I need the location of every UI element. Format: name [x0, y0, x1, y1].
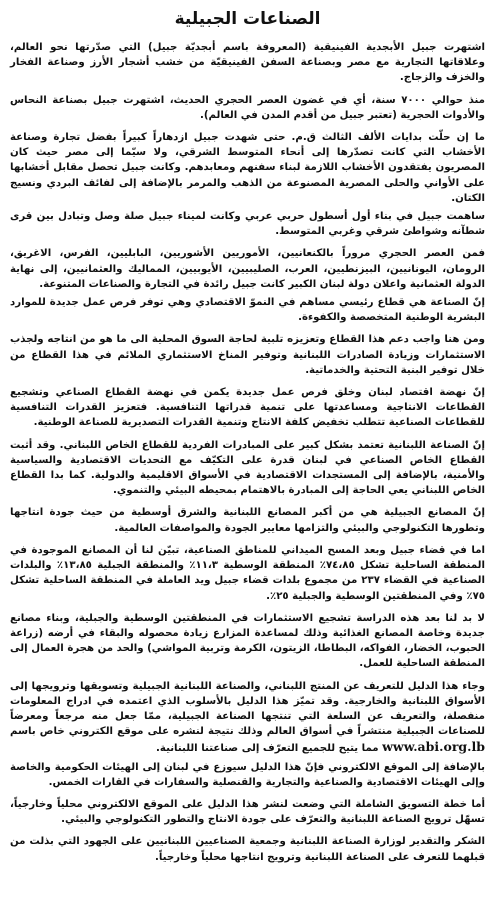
- paragraph-economic-revival: إنّ نهضة اقتصاد لبنان وخلق فرص عمل جديدة يكمن في نهضة القطاع الصناعي وتشجيع القطاعات الانتاجية ومساعدتها على تنمية قدراتها التنافسية. فتعزيز القدرات التنافسية للقطاعات الصناعية تتطلب تخفيض كلفة الانتاج وتنمية القدرات التصديرية للصناعة الوطنية.: [10, 387, 485, 429]
- guide-intro-text: وجاء هذا الدليل للتعريف عن المنتج اللبناني، والصناعة اللبنانية الجبيلية وتسويقها وترويجها إلى الأسواق اللبنانية والخارجية. وقد تميّز هذا الدليل بالأسلوب الذي اعتمده في ادراج المعلومات منفصلة، والتعريف عن السلعة التي تنتجها الصناعة الجبيلية، ممّا جعل منه مرجعاً ومعرضاً للصناعات الجبيلية منتشراً في أسواق العالم وذلك نتيجة لنشره على موقع الكتروني خاص باسم: [10, 680, 485, 738]
- guide-intro-text-end: مما يتيح للجميع التعرّف إلى صناعتنا اللبنانية.: [156, 743, 379, 755]
- paragraph-neolithic: منذ حوالي ٧٠٠٠ سنة، أي في غضون العصر الحجري الحديث، اشتهرت جبيل بصناعة النحاس والأدوات الحجرية (تعتبر جبيل من أقدم المدن في العالم).: [10, 94, 485, 121]
- paragraph-industry-growth: إنّ الصناعة هي قطاع رئيسي مساهم في النموّ الاقتصادي وهي توفر فرص عمل جديدة للموارد البشرية الوطنية المتخصصة والكفوءة.: [10, 297, 485, 324]
- paragraph-fleet: ساهمت جبيل في بناء أول أسطول حربي عربي وكانت لميناء جبيل صلة وصل وتبادل بين قرى شطآنه وشواطئ شرقي وغربي المتوسط.: [10, 211, 485, 238]
- paragraph-marketing-plan: أما خطة التسويق الشاملة التي وضعت لنشر هذا الدليل على الموقع الالكتروني محلياً وخارجياً، تسهّل ترويج الصناعة اللبنانية والتعرّف على جودة الانتاج والتطور التكنولوجي والبيئي.: [10, 798, 485, 826]
- paragraph-wood-trade: ما إن حلّت بدايات الألف الثالث ق.م. حتى شهدت جبيل ازدهاراً كبيراً بفضل تجارة وصناعة الأخشاب التي كانت تصدّرها إلى أنحاء المتوسط الشرقي، ولا سيّما إلى مصر حيث كان المصريون يفتقدون الأخشاب اللازمة لبناء سفنهم ومعابدهم. وكانت جبيل تحصل مقابل أخشابها على الأواني والحلى المصرية المصنوعة من الذهب والمرمر بالإضافة إلى لفائف البردي ونسيج الكتان.: [10, 132, 485, 204]
- paragraph-distribution: بالإضافة إلى الموقع الالكتروني فإنّ هذا الدليل سيوزع في لبنان إلى الهيئات الحكومية والخاصة وإلى الهيئات الاقتصادية والصناعية والتجارية والقنصلية والسفارات في القارات الخمس.: [10, 761, 485, 788]
- website-link[interactable]: www.abi.org.lb: [382, 739, 485, 755]
- paragraph-field-survey: اما في قضاء جبيل وبعد المسح الميداني للمناطق الصناعية، تبيّن لنا أن المصانع الموجودة في المنطقة الساحلية تشكل ٧٤،٨٥٪ المنطقة الوسطية ١١،٣٪ والمنطقة الجبلية ١٣،٨٥٪ والبلدات الصناعية في القضاء ٢٣٧ من مجموع بلدات قضاء جبيل ويد العاملة في المنطقة الساحلية تشكل ٧٥٪ وفي المنطقتين الوسطية والجبلية ٢٥٪.: [10, 544, 485, 602]
- paragraph-private-sector: إنّ الصناعة اللبنانية تعتمد بشكل كبير على المبادرات الفردية للقطاع الخاص اللبناني. وقد أثبت القطاع الخاص الصناعي في لبنان قدرة على التكيّف مع التحديات الاقتصادية والسياسية والأمنية، بالإضافة إلى المستجدات الاقتصادية في الأسواق الاقليمية والدولية. كما بدا القطاع الخاص اللبناني يعي الحاجة إلى المبادرة بالاهتمام بمحيطه البيئي والتنموي.: [10, 439, 485, 497]
- paragraph-support-sector: ومن هنا واجب دعم هذا القطاع وتعزيزه تلبية لحاجة السوق المحلية الى ما هو من انتاجه ولجذب الاستثمارات وزيادة الصادرات اللبنانية وتوفير المناخ الاستثماري الملائم في هذا القطاع من خلال توفير البنية التحتية والخدماتية.: [10, 334, 485, 376]
- paragraph-history-eras: فمن العصر الحجري مروراً بالكنعانيين، الأموريين الأشوريين، البابليين، الفرس، الاغريق، الرومان، اليونانيين، البيزنطيين، العرب، الصليبيين، الأيوبيين، المماليك والعثمانيين، إلى نهاية الدولة العثمانية واعلان دولة لبنان الكبير كانت جبيل رائدة في التجارة والصناعات المتنوعة.: [10, 248, 485, 290]
- paragraph-investment-call: لا بد لنا بعد هذه الدراسة تشجيع الاستثمارات في المنطقتين الوسطية والجبلية، وبناء مصانع جديدة وخاصة المصانع الغذائية وذلك لمساعدة المزارع زيادة محصوله والبقاء في أرضه (زراعة الحبوب، الخضار، الفواكه، البطاطا، الزيتون، الكرمة وتربية المواشي) والحد من هجرة العمال إلى المنطقة الساحلية للعمل.: [10, 612, 485, 670]
- paragraph-acknowledgement: الشكر والتقدير لوزارة الصناعة اللبنانية وجمعية الصناعيين اللبنانيين على الجهود التي بذلت من قبلهما للتعرف على الصناعة اللبنانية وترويج انتاجها محلياً وخارجياً.: [10, 836, 485, 863]
- page-title: الصناعات الجبيلية: [174, 9, 321, 29]
- paragraph-guide-intro: [10, 679, 485, 757]
- paragraph-alphabet-trade: اشتهرت جبيل الأبجدية الفينيقية (المعروفة باسم أبجديّة جبيل) التي صدّرتها نحو العالم، وعلاقاتها التجارية مع مصر وبصناعة السفن الفينيقيّة من خشب أشجار الأرز وصناعة الفخار والخزف والزجاج.: [10, 42, 485, 84]
- paragraph-byblos-factories: إنّ المصانع الجبيلية هي من أكبر المصانع اللبنانية والشرق أوسطية من حيث جودة انتاجها وتطورها التكنولوجي والبيئي والتزامها معايير الجودة والمواصفات العالمية.: [10, 507, 485, 534]
